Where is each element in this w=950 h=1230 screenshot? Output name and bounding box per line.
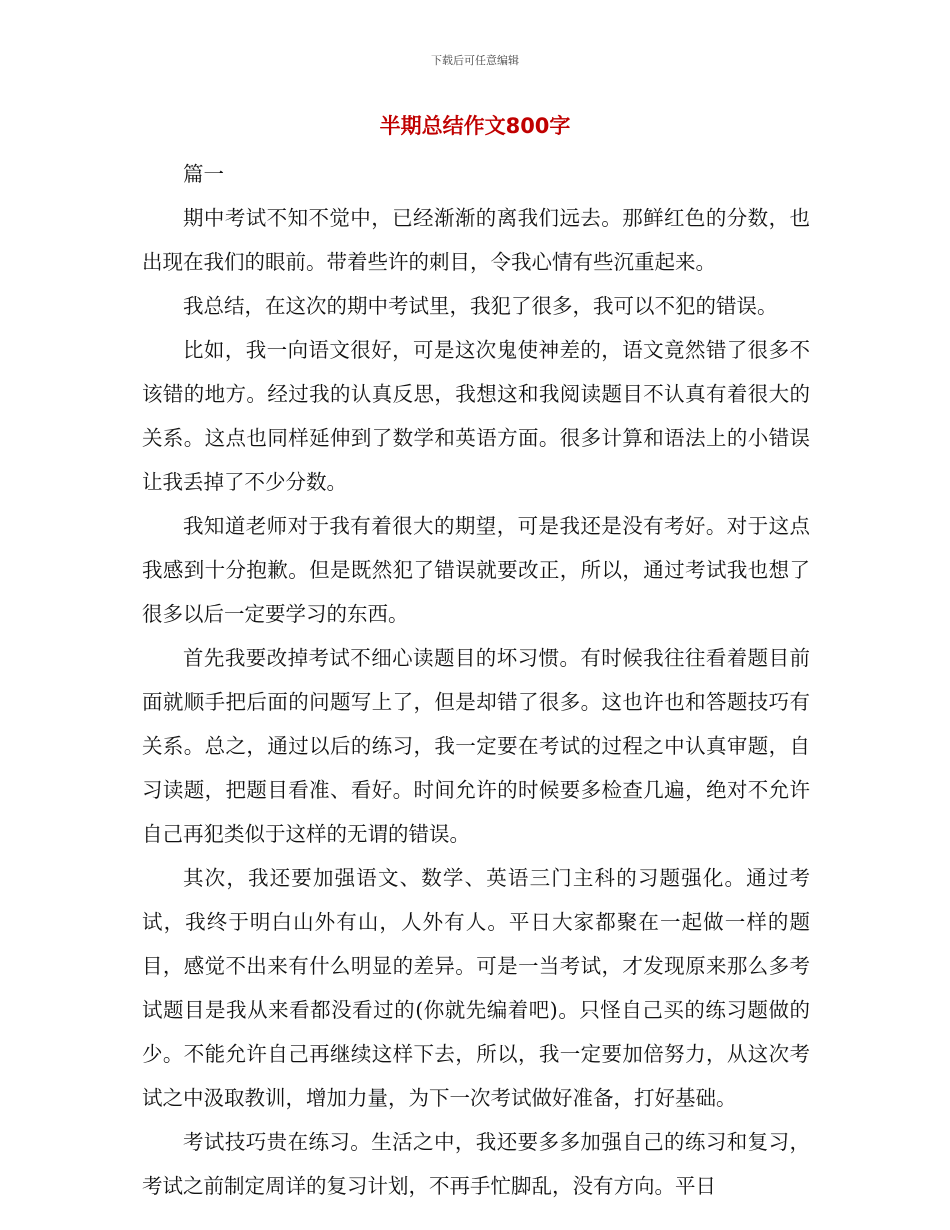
paragraph: 我知道老师对于我有着很大的期望，可是我还是没有考好。对于这点我感到十分抱歉。但是既然犯了错误就要改正，所以，通过考试我也想了很多以后一定要学习的东西。 — [142, 514, 810, 626]
paragraph: 其次，我还要加强语文、数学、英语三门主科的习题强化。通过考试，我终于明白山外有山，人外有人。平日大家都聚在一起做一样的题目，感觉不出来有什么明显的差异。可是一当考试，才发现原来那么多考试题目是我从来看都没看过的(你就先编着吧)。只怪自己买的练习题做的少。不能允许自己再继续这样下去，所以，我一定要加倍努力，从这次考试之中汲取教训，增加力量，为下一次考试做好准备，打好基础。 — [142, 866, 810, 1110]
document-title: 半期总结作文800字 — [379, 114, 571, 138]
document-body — [142, 152, 810, 1208]
paragraph: 比如，我一向语文很好，可是这次鬼使神差的，语文竟然错了很多不该错的地方。经过我的认真反思，我想这和我阅读题目不认真有着很大的关系。这点也同样延伸到了数学和英语方面。很多计算和语法上的小错误让我丢掉了不少分数。 — [142, 338, 810, 494]
paragraph: 我总结，在这次的期中考试里，我犯了很多，我可以不犯的错误。 — [183, 294, 778, 318]
header-note: 下载后可任意编辑 — [431, 54, 519, 67]
paragraph: 期中考试不知不觉中，已经渐渐的离我们远去。那鲜红色的分数，也出现在我们的眼前。带着些许的刺目，令我心情有些沉重起来。 — [142, 206, 810, 274]
section-heading: 篇一 — [183, 162, 224, 186]
paragraph: 首先我要改掉考试不细心读题目的坏习惯。有时候我往往看着题目前面就顺手把后面的问题写上了，但是却错了很多。这也许也和答题技巧有关系。总之，通过以后的练习，我一定要在考试的过程之中认真审题，自习读题，把题目看准、看好。时间允许的时候要多检查几遍，绝对不允许自己再犯类似于这样的无谓的错误。 — [142, 646, 810, 846]
paragraph: 考试技巧贵在练习。生活之中，我还要多多加强自己的练习和复习，考试之前制定周详的复习计划，不再手忙脚乱，没有方向。平日 — [142, 1130, 810, 1198]
